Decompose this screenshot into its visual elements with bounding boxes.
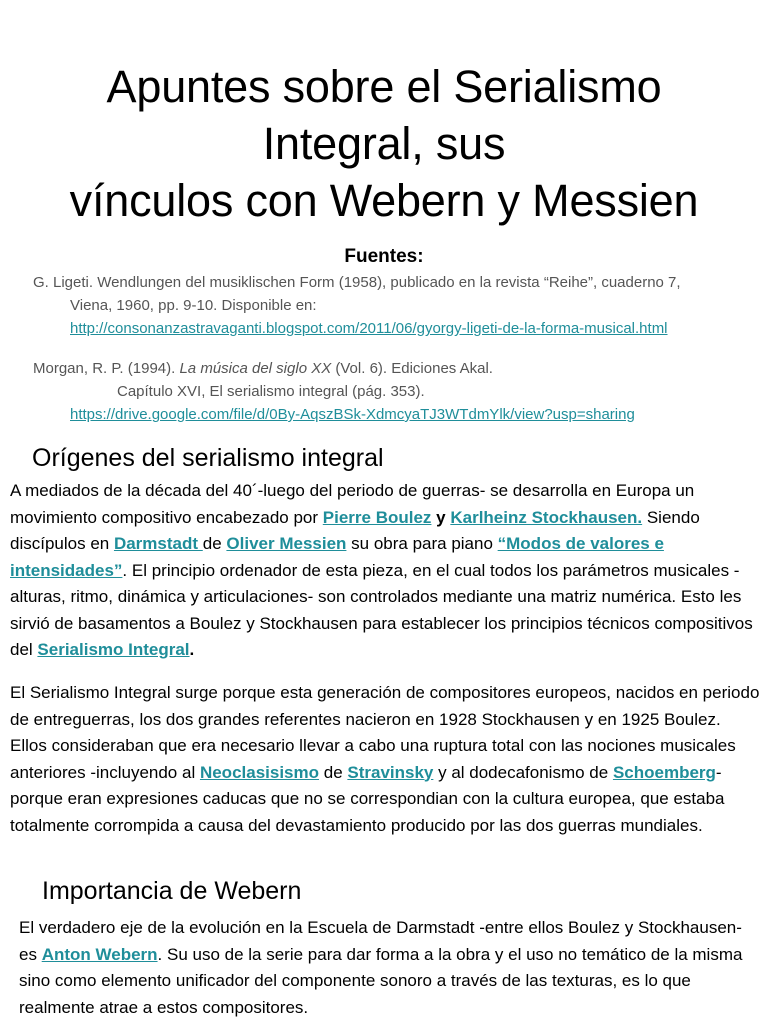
- link-modos-de-valores[interactable]: “Modos de valores e intensidades”: [10, 534, 664, 580]
- text-run: A mediados de la década del 40´-luego del periodo de guerras- se desarrolla en Europa un movimiento compositivo encabezado por: [10, 481, 695, 527]
- source-ligeti-line1: G. Ligeti. Wendlungen del musiklischen Form (1958), publicado en la revista “Reihe”, cuaderno 7,: [33, 274, 681, 291]
- source-ligeti-line2: Viena, 1960, pp. 9-10. Disponible en:: [70, 297, 317, 314]
- text-run: y al dodecafonismo de: [433, 762, 613, 782]
- text-run: . El principio ordenador de esta pieza, en el cual todos los parámetros musicales -alturas, ritmo, dinámica y articulaciones- son controlados mediante una matriz numérica. Esto les sirvió de basamentos a Boulez y Stockhausen para establecer los principios técnicos compositivos del: [10, 560, 753, 659]
- link-stravinsky[interactable]: Stravinsky: [347, 762, 434, 782]
- text-run: y: [431, 507, 451, 527]
- paragraph-origenes-1: [10, 478, 762, 664]
- link-neoclasisismo[interactable]: Neoclasisismo: [199, 762, 320, 782]
- source-morgan: [33, 357, 743, 426]
- section-heading-origenes: Orígenes del serialismo integral: [32, 444, 384, 472]
- link-schoemberg[interactable]: Schoemberg: [612, 762, 716, 782]
- source-ligeti: [33, 271, 743, 340]
- source-morgan-chapter: Capítulo XVI, El serialismo integral (pág. 353).: [117, 383, 425, 400]
- link-anton-webern[interactable]: Anton Webern: [41, 944, 158, 964]
- text-run: . Su uso de la serie para dar forma a la obra y el uso no temático de la misma sino como elemento unificador del componente sonoro a través de las texturas, es lo que realmente atrae a estos compositores.: [19, 944, 743, 1017]
- text-run: El Serialismo Integral surge porque esta generación de compositores europeos, nacidos en periodo de entreguerras, los dos grandes referentes nacieron en 1928 Stockhausen y en 1925 Boulez. Ellos consideraban que era necesario llevar a cabo una ruptura total con las nociones musicales anteriores -incluyendo al: [10, 683, 760, 782]
- text-run: - porque eran expresiones caducas que no se correspondian con la cultura europea, que estaba totalmente corrompida a causa del devastamiento producido por las dos guerras mundiales.: [10, 762, 725, 835]
- source-ligeti-link[interactable]: http://consonanzastravaganti.blogspot.com/2011/06/gyorgy-ligeti-de-la-forma-musical.html: [70, 320, 668, 337]
- link-oliver-messien[interactable]: Oliver Messien: [226, 534, 347, 553]
- title-line-1: Apuntes sobre el Serialismo: [106, 61, 662, 112]
- section-heading-webern: Importancia de Webern: [42, 877, 302, 905]
- source-morgan-link[interactable]: https://drive.google.com/file/d/0By-AqszBSk-XdmcyaTJ3WTdmYlk/view?usp=sharing: [70, 406, 635, 423]
- source-morgan-suffix: (Vol. 6). Ediciones Akal.: [331, 360, 493, 377]
- link-karlheinz-stockhausen[interactable]: Karlheinz Stockhausen.: [450, 507, 643, 527]
- source-morgan-prefix: Morgan, R. P. (1994).: [33, 360, 180, 377]
- paragraph-origenes-2: [10, 680, 762, 839]
- text-run: su obra para piano: [346, 534, 498, 553]
- paragraph-webern-1: [19, 915, 759, 1021]
- page-title: [0, 58, 768, 229]
- link-darmstadt[interactable]: Darmstadt: [113, 534, 203, 553]
- text-run: .: [189, 640, 195, 659]
- text-run: de: [319, 762, 348, 782]
- title-line-2: Integral, sus: [262, 118, 506, 169]
- text-run: de: [202, 534, 227, 553]
- title-line-3: vínculos con Webern y Messien: [69, 175, 699, 226]
- source-morgan-book: La música del siglo XX: [179, 360, 332, 377]
- text-run: El verdadero eje de la evolución en la Escuela de Darmstadt -entre ellos Boulez y Stockhausen- es: [19, 918, 742, 964]
- link-serialismo-integral[interactable]: Serialismo Integral: [37, 640, 190, 659]
- sources-heading: Fuentes:: [344, 246, 424, 267]
- link-pierre-boulez[interactable]: Pierre Boulez: [322, 507, 432, 527]
- source-morgan-line1: [33, 360, 493, 377]
- text-run: Siendo discípulos en: [10, 507, 700, 553]
